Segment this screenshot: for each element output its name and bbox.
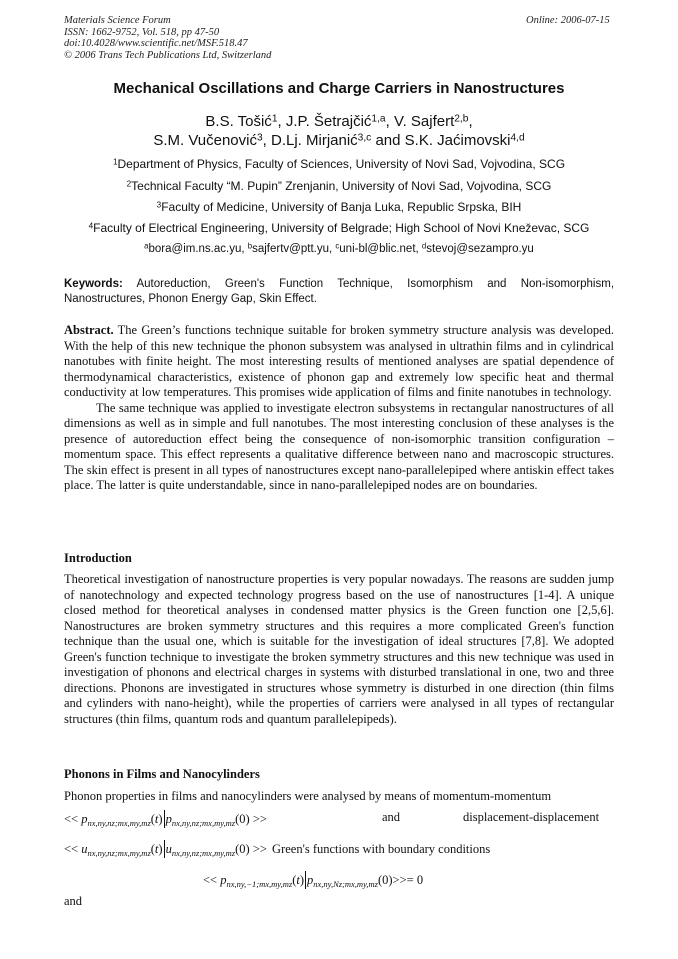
email: bora@im.ns.ac.yu, — [148, 243, 245, 255]
issn-line: ISSN: 1662-9752, Vol. 518, pp 47-50 — [64, 26, 220, 38]
author-superscript: 1 — [271, 113, 278, 125]
online-date: Online: 2006-07-15 — [526, 15, 610, 26]
and-word: and — [382, 810, 401, 824]
email: uni-bl@blic.net, — [339, 243, 419, 255]
journal-header — [64, 15, 271, 61]
affiliation-4: $^4$Faculty of Electrical Engineering, University of Belgrade; High School of Novi Kneževac, SCG — [88, 221, 590, 235]
abstract-paragraph-1: Abstract. The Green’s functions technique suitable for broken symmetry structure analysis was developed. With the help of this new technique the phonon subsystem was analysed in ultrathin films and in cylindrical nanotubes with finite height. The most interesting results of mentioned analyses are spatial dependence of thermodynamical characteristics, existence of phonon gap and extremely low specific heat and thermal conductivity at low temperatures. This promises wide application of films and finite nanotubes in technology. — [64, 323, 614, 399]
keywords-text: Autoreduction, Green's Function Technique, Isomorphism and Non-isomorphism, Nanostructures, Phonon Energy Gap, Skin Effect. — [64, 278, 615, 305]
author-name: S.M. Vučenović — [153, 132, 257, 149]
author-superscript: 3,c — [357, 132, 372, 144]
doi-line: doi:10.4028/www.scientific.net/MSF.518.47 — [64, 38, 248, 49]
copyright-line: © 2006 Trans Tech Publications Ltd, Switzerland — [64, 49, 272, 61]
author-superscript: 3 — [256, 132, 263, 144]
author-name: D.Lj. Mirjanić — [270, 132, 358, 149]
journal-name: Materials Science Forum — [64, 15, 171, 26]
author-name: V. Sajfert — [393, 113, 455, 130]
final-and: and — [64, 894, 83, 908]
introduction-paragraph: Theoretical investigation of nanostructure properties is very popular nowadays. The reasons are sudden jump of nanotechnology and expected technology progress based on the use of nanostructures [1-4]. A unique closed method for theoretical analyses in condensed matter physics is the Green function one [2,5,6]. Nanostructures are broken symmetry structures and this requires a more complicated Green's function technique than the usual one, which is suitable for the investigation of ideal structures [7,8]. We adopted Green's function technique to investigate the broken symmetry structures and this new technique was used in investigation of phonons and electrical charges in systems with disturbed translational in one, two and three directions. Phonons are investigated in structures whose symmetry is disturbed in one direction (thin films and cylinders with nano-height), while the properties of carriers were analysed in all types of rectangular structures (thin films, quantum rods and quantum parallelepipeds). — [64, 572, 614, 726]
phonons-heading: Phonons in Films and Nanocylinders — [64, 767, 260, 781]
paper-title: Mechanical Oscillations and Charge Carriers in Nanostructures — [113, 80, 565, 97]
author-line-1: B.S. Tošić$^1$, J.P. Šetrajčić$^{1,a}$, V. Sajfert$^{2,b}$, — [205, 113, 473, 130]
displacement-text: displacement-displacement — [463, 810, 600, 824]
phonons-intro-paragraph: Phonon properties in films and nanocylinders were analysed by means of momentum-momentum — [64, 789, 552, 803]
abstract-label: Abstract. — [64, 323, 114, 337]
introduction-heading: Introduction — [64, 551, 132, 565]
email-line: $^a$bora@im.ns.ac.yu, $^b$sajfertv@ptt.yu, $^c$uni-bl@blic.net, $^d$stevoj@sezampro.yu — [144, 241, 534, 255]
abstract-paragraph-2: The same technique was applied to investigate electron subsystems in rectangular nanostructures of all dimensions as well as in simple and full nanotubes. The most interesting conclusion of these analyses is the presence of autoreduction effect being the consequence of non-isomorphic transition configuration – momentum space. This effect represents a qualitative difference between nano and macroscopic structures. The skin effect is present in all types of nanostructures except nano-parallelepiped where antiskin effect takes place. The latter is quite understandable, since in nano-parallelepiped nodes are on boundaries. — [64, 400, 614, 492]
author-conjunction: and — [375, 132, 401, 149]
author-line-2: S.M. Vučenović$^3$, D.Lj. Mirjanić$^{3,c}$ and S.K. Jaćimovski$^{4,d}$ — [153, 132, 525, 149]
email: stevoj@sezampro.yu — [426, 243, 534, 255]
author-superscript: 1,a — [371, 113, 386, 125]
momentum-green-function: << $p_{nx,ny,nz;mx,my,mz}(t) p_{nx,ny,nz;mx,my,mz}(0)$ >> — [64, 812, 267, 828]
author-superscript: 4,d — [510, 132, 525, 144]
affiliation-1: $^1$Department of Physics, Faculty of Sciences, University of Novi Sad, Vojvodina, SCG — [112, 157, 566, 171]
affiliation-2: $^2$Technical Faculty “M. Pupin” Zrenjanin, University of Novi Sad, Vojvodina, SCG — [126, 179, 552, 193]
author-name: S.K. Jaćimovski — [404, 132, 511, 149]
email: sajfertv@ptt.yu, — [252, 243, 333, 255]
keywords-block — [64, 277, 614, 307]
author-name: J.P. Šetrajčić — [285, 113, 372, 130]
abstract-block — [64, 323, 614, 494]
author-superscript: 2,b — [454, 113, 469, 125]
author-name: B.S. Tošić — [205, 113, 272, 130]
boundary-text: Green's functions with boundary conditions — [272, 842, 491, 856]
displacement-green-function: << $u_{nx,ny,nz;mx,my,mz}(t) u_{nx,ny,nz;mx,my,mz}(0)$ >> Green's functions with boundary conditions — [64, 842, 491, 858]
boundary-condition-equation: << $p_{nx,ny,-1;mx,my,mz}(t)$ $p_{nx,ny,Nz;mx,my,mz}(0)>>= 0$ — [203, 873, 424, 889]
affiliation-3: $^3$Faculty of Medicine, University of Banja Luka, Republic Srpska, BIH — [156, 200, 522, 214]
keywords-label: Keywords: — [64, 278, 123, 290]
